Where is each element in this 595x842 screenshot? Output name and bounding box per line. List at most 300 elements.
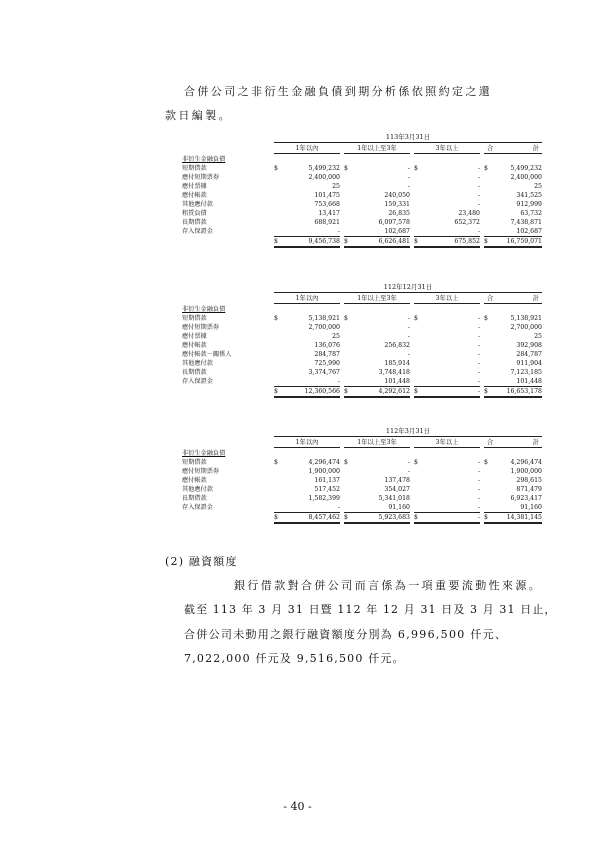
- table-cell: [414, 324, 480, 332]
- cell-value: 1,900,000: [510, 468, 542, 475]
- table-row: [182, 468, 542, 476]
- financing-line-3: 合併公司未動用之銀行融資額度分別為 6,996,500 仟元、: [184, 628, 508, 641]
- table-cell: [414, 477, 480, 485]
- table-cell: [344, 165, 410, 173]
- row-label: 長期借款: [182, 369, 207, 376]
- financing-line-4: 7,022,000 仟元及 9,516,500 仟元。: [184, 652, 405, 665]
- cell-value: -: [477, 324, 480, 331]
- table-cell: [344, 324, 410, 332]
- table-cell: [484, 495, 542, 503]
- cell-value: -: [337, 504, 340, 511]
- cell-value: 2,700,000: [308, 324, 340, 331]
- table-cell: [484, 504, 542, 513]
- cell-value: 675,852: [454, 238, 480, 245]
- cell-value: 354,027: [384, 486, 410, 493]
- table-row: [182, 342, 542, 350]
- table-cell: [274, 514, 340, 524]
- table-cell: [484, 388, 542, 398]
- maturity-table: [182, 133, 542, 273]
- cell-value: 2,400,000: [308, 174, 340, 181]
- cell-value: -: [407, 183, 410, 190]
- cell-value: 101,448: [516, 378, 542, 385]
- cell-value: -: [477, 504, 480, 511]
- table-row: [182, 324, 542, 332]
- currency-symbol: $: [414, 514, 418, 521]
- table-cell: [274, 201, 340, 209]
- cell-value: 753,668: [314, 201, 340, 208]
- table-cell: [414, 183, 480, 191]
- table-cell: [484, 165, 542, 173]
- table-cell: [344, 192, 410, 200]
- table-cell: [274, 210, 340, 218]
- currency-symbol: $: [414, 459, 418, 466]
- table-cell: [344, 333, 410, 341]
- section-label: 非衍生金融負債: [182, 450, 226, 457]
- cell-value: 3,374,767: [308, 369, 340, 376]
- intro-line-1: 合併公司之非衍生金融負債到期分析係依照約定之還: [184, 85, 493, 98]
- cell-value: 25: [332, 333, 340, 340]
- cell-value: 5,138,921: [308, 315, 340, 322]
- table-cell: [344, 174, 410, 182]
- row-label: 短期借款: [182, 315, 207, 322]
- column-header: 合 計: [484, 438, 542, 448]
- table-cell: [344, 342, 410, 350]
- table-cell: [414, 210, 480, 218]
- table-row: [182, 315, 542, 323]
- row-label: 應付短期票券: [182, 174, 220, 181]
- financing-line-2: 截至 113 年 3 月 31 日暨 112 年 12 月 31 日及 3 月 31 日止，: [184, 603, 557, 616]
- currency-symbol: $: [344, 514, 348, 521]
- cell-value: -: [407, 315, 410, 322]
- table-cell: [274, 477, 340, 485]
- cell-value: -: [407, 174, 410, 181]
- cell-value: -: [477, 514, 480, 521]
- column-header: 3年以上: [414, 144, 480, 154]
- cell-value: 4,292,612: [378, 388, 410, 395]
- cell-value: 16,759,071: [506, 238, 542, 245]
- table-cell: [344, 495, 410, 503]
- cell-value: 14,381,145: [506, 514, 542, 521]
- row-label: 存入保證金: [182, 504, 213, 511]
- cell-value: 185,914: [384, 360, 410, 367]
- table-period-header: 113年3月31日: [274, 133, 542, 143]
- table-cell: [344, 210, 410, 218]
- table-cell: [344, 351, 410, 359]
- table-cell: [484, 468, 542, 476]
- cell-value: 26,835: [388, 210, 410, 217]
- cell-value: -: [407, 324, 410, 331]
- cell-value: -: [477, 495, 480, 502]
- table-row: [182, 333, 542, 341]
- row-label: 應付帳款: [182, 477, 207, 484]
- total-row: [182, 238, 542, 246]
- cell-value: 256,832: [384, 342, 410, 349]
- cell-value: 284,787: [516, 351, 542, 358]
- cell-value: -: [477, 378, 480, 385]
- currency-symbol: $: [484, 514, 488, 521]
- page-number: - 40 -: [283, 800, 312, 813]
- table-cell: [414, 219, 480, 227]
- row-label: 其他應付款: [182, 201, 213, 208]
- table-row: [182, 165, 542, 173]
- currency-symbol: $: [484, 238, 488, 245]
- table-row: [182, 369, 542, 377]
- financing-section-title: (2) 融資額度: [165, 555, 238, 568]
- currency-symbol: $: [274, 165, 278, 172]
- cell-value: 5,499,232: [510, 165, 542, 172]
- row-label: 應付短期票券: [182, 468, 220, 475]
- table-row: [182, 228, 542, 236]
- table-cell: [484, 477, 542, 485]
- table-cell: [414, 459, 480, 467]
- cell-value: 161,137: [314, 477, 340, 484]
- cell-value: 284,787: [314, 351, 340, 358]
- table-cell: [344, 360, 410, 368]
- total-row: [182, 514, 542, 522]
- table-period-header: 112年3月31日: [274, 427, 542, 437]
- row-label: 應付帳款: [182, 192, 207, 199]
- table-column-headers: [182, 144, 542, 153]
- table-cell: [274, 238, 340, 248]
- cell-value: -: [477, 369, 480, 376]
- cell-value: 2,400,000: [510, 174, 542, 181]
- row-label: 存入保證金: [182, 228, 213, 235]
- table-column-headers: [182, 294, 542, 303]
- table-cell: [344, 468, 410, 476]
- table-cell: [344, 486, 410, 494]
- row-label: 應付票據: [182, 333, 207, 340]
- cell-value: 91,160: [388, 504, 410, 511]
- maturity-table: [182, 427, 542, 567]
- cell-value: 5,138,921: [510, 315, 542, 322]
- currency-symbol: $: [484, 459, 488, 466]
- cell-value: 25: [534, 333, 542, 340]
- table-cell: [484, 219, 542, 227]
- table-cell: [414, 174, 480, 182]
- row-label: 租賃負債: [182, 210, 207, 217]
- row-label: 短期借款: [182, 459, 207, 466]
- cell-value: -: [407, 459, 410, 466]
- table-cell: [274, 219, 340, 227]
- currency-symbol: $: [274, 514, 278, 521]
- table-cell: [414, 165, 480, 173]
- currency-symbol: $: [274, 388, 278, 395]
- table-cell: [414, 504, 480, 513]
- cell-value: 652,372: [454, 219, 480, 226]
- table-cell: [344, 183, 410, 191]
- row-label: 其他應付款: [182, 486, 213, 493]
- cell-value: 2,700,000: [510, 324, 542, 331]
- cell-value: 725,990: [314, 360, 340, 367]
- cell-value: -: [477, 165, 480, 172]
- table-cell: [274, 495, 340, 503]
- table-row: [182, 351, 542, 359]
- currency-symbol: $: [344, 238, 348, 245]
- table-cell: [274, 360, 340, 368]
- table-cell: [414, 201, 480, 209]
- cell-value: 136,076: [314, 342, 340, 349]
- table-cell: [484, 514, 542, 524]
- cell-value: 25: [534, 183, 542, 190]
- cell-value: 101,475: [314, 192, 340, 199]
- cell-value: 341,525: [516, 192, 542, 199]
- cell-value: 4,296,474: [510, 459, 542, 466]
- table-row: [182, 201, 542, 209]
- cell-value: -: [477, 192, 480, 199]
- cell-value: 298,615: [516, 477, 542, 484]
- cell-value: -: [477, 228, 480, 235]
- table-cell: [484, 201, 542, 209]
- table-cell: [274, 165, 340, 173]
- column-header: 1年以內: [274, 438, 340, 448]
- column-header: 1年以上至3年: [344, 144, 410, 154]
- intro-line-2: 款日編製。: [165, 109, 232, 122]
- cell-value: -: [477, 388, 480, 395]
- row-label: 應付帳款: [182, 342, 207, 349]
- row-label: 應付帳款－關係人: [182, 351, 232, 358]
- cell-value: 4,296,474: [308, 459, 340, 466]
- table-cell: [484, 333, 542, 341]
- cell-value: 3,748,418: [378, 369, 410, 376]
- currency-symbol: $: [414, 238, 418, 245]
- cell-value: 159,331: [384, 201, 410, 208]
- cell-value: 688,921: [314, 219, 340, 226]
- table-cell: [484, 486, 542, 494]
- table-cell: [484, 238, 542, 248]
- table-cell: [274, 369, 340, 377]
- table-cell: [414, 369, 480, 377]
- cell-value: -: [337, 378, 340, 385]
- column-header: 3年以上: [414, 294, 480, 304]
- table-cell: [484, 459, 542, 467]
- table-row: [182, 183, 542, 191]
- cell-value: -: [407, 468, 410, 475]
- cell-value: 6,923,417: [510, 495, 542, 502]
- table-cell: [344, 228, 410, 237]
- cell-value: 23,480: [458, 210, 480, 217]
- cell-value: 912,999: [516, 201, 542, 208]
- cell-value: 5,923,683: [378, 514, 410, 521]
- cell-value: -: [477, 333, 480, 340]
- cell-value: -: [407, 351, 410, 358]
- table-cell: [414, 315, 480, 323]
- table-cell: [274, 174, 340, 182]
- row-label: 長期借款: [182, 219, 207, 226]
- currency-symbol: $: [344, 165, 348, 172]
- cell-value: 101,448: [384, 378, 410, 385]
- cell-value: 5,341,018: [378, 495, 410, 502]
- table-cell: [274, 342, 340, 350]
- table-cell: [274, 388, 340, 398]
- table-cell: [274, 459, 340, 467]
- maturity-table: [182, 283, 542, 423]
- table-cell: [274, 192, 340, 200]
- cell-value: 102,687: [516, 228, 542, 235]
- table-cell: [414, 468, 480, 476]
- table-cell: [484, 351, 542, 359]
- table-cell: [484, 228, 542, 237]
- cell-value: 1,582,399: [308, 495, 340, 502]
- table-cell: [414, 360, 480, 368]
- cell-value: -: [477, 486, 480, 493]
- cell-value: -: [407, 165, 410, 172]
- table-row: [182, 486, 542, 494]
- table-cell: [484, 324, 542, 332]
- table-row: [182, 378, 542, 386]
- cell-value: 5,499,232: [308, 165, 340, 172]
- table-cell: [344, 477, 410, 485]
- cell-value: -: [477, 360, 480, 367]
- table-cell: [484, 174, 542, 182]
- table-cell: [484, 183, 542, 191]
- cell-value: -: [477, 468, 480, 475]
- currency-symbol: $: [344, 459, 348, 466]
- table-cell: [344, 378, 410, 387]
- table-cell: [274, 468, 340, 476]
- table-row: [182, 210, 542, 218]
- cell-value: -: [477, 315, 480, 322]
- cell-value: 392,908: [516, 342, 542, 349]
- cell-value: -: [477, 351, 480, 358]
- table-row: [182, 459, 542, 467]
- cell-value: 871,479: [516, 486, 542, 493]
- column-header: 1年以內: [274, 144, 340, 154]
- table-cell: [414, 238, 480, 248]
- column-header: 合 計: [484, 294, 542, 304]
- table-cell: [414, 378, 480, 387]
- table-row: [182, 192, 542, 200]
- table-cell: [484, 378, 542, 387]
- table-row: [182, 174, 542, 182]
- cell-value: 25: [332, 183, 340, 190]
- cell-value: 63,732: [520, 210, 542, 217]
- row-label: 應付票據: [182, 183, 207, 190]
- table-cell: [274, 183, 340, 191]
- table-column-headers: [182, 438, 542, 447]
- table-cell: [414, 192, 480, 200]
- cell-value: 6,626,481: [378, 238, 410, 245]
- column-header: 3年以上: [414, 438, 480, 448]
- table-cell: [414, 333, 480, 341]
- cell-value: 240,050: [384, 192, 410, 199]
- currency-symbol: $: [414, 315, 418, 322]
- cell-value: 13,417: [318, 210, 340, 217]
- currency-symbol: $: [414, 165, 418, 172]
- cell-value: 8,457,462: [308, 514, 340, 521]
- currency-symbol: $: [344, 388, 348, 395]
- cell-value: 7,438,871: [510, 219, 542, 226]
- table-cell: [484, 360, 542, 368]
- currency-symbol: $: [274, 315, 278, 322]
- section-label: 非衍生金融負債: [182, 306, 226, 313]
- row-label: 存入保證金: [182, 378, 213, 385]
- section-label: 非衍生金融負債: [182, 156, 226, 163]
- table-period-header: 112年12月31日: [274, 283, 542, 293]
- table-cell: [344, 388, 410, 398]
- cell-value: 9,456,738: [308, 238, 340, 245]
- table-row: [182, 477, 542, 485]
- currency-symbol: $: [484, 388, 488, 395]
- cell-value: 91,160: [520, 504, 542, 511]
- table-cell: [274, 333, 340, 341]
- table-cell: [274, 324, 340, 332]
- cell-value: -: [337, 228, 340, 235]
- table-cell: [344, 238, 410, 248]
- cell-value: 16,653,178: [506, 388, 542, 395]
- table-cell: [344, 369, 410, 377]
- currency-symbol: $: [414, 388, 418, 395]
- table-cell: [414, 342, 480, 350]
- cell-value: 102,687: [384, 228, 410, 235]
- table-cell: [344, 504, 410, 513]
- table-cell: [484, 210, 542, 218]
- table-cell: [274, 504, 340, 513]
- table-cell: [344, 459, 410, 467]
- table-cell: [344, 315, 410, 323]
- table-row: [182, 495, 542, 503]
- cell-value: -: [477, 174, 480, 181]
- table-cell: [344, 201, 410, 209]
- table-cell: [344, 514, 410, 524]
- table-cell: [274, 486, 340, 494]
- cell-value: -: [407, 333, 410, 340]
- cell-value: -: [477, 183, 480, 190]
- cell-value: -: [477, 342, 480, 349]
- column-header: 1年以上至3年: [344, 438, 410, 448]
- total-row: [182, 388, 542, 396]
- table-cell: [414, 388, 480, 398]
- table-cell: [484, 342, 542, 350]
- table-cell: [274, 351, 340, 359]
- table-cell: [484, 315, 542, 323]
- table-cell: [274, 315, 340, 323]
- table-row: [182, 504, 542, 512]
- cell-value: 911,904: [516, 360, 542, 367]
- cell-value: 1,900,000: [308, 468, 340, 475]
- cell-value: 7,123,185: [510, 369, 542, 376]
- currency-symbol: $: [274, 238, 278, 245]
- table-cell: [414, 514, 480, 524]
- table-cell: [274, 228, 340, 237]
- table-row: [182, 219, 542, 227]
- table-cell: [274, 378, 340, 387]
- column-header: 1年以內: [274, 294, 340, 304]
- column-header: 合 計: [484, 144, 542, 154]
- financing-line-1: 銀行借款對合併公司而言係為一項重要流動性來源。: [234, 579, 543, 592]
- cell-value: 6,097,578: [378, 219, 410, 226]
- currency-symbol: $: [344, 315, 348, 322]
- cell-value: 517,452: [314, 486, 340, 493]
- table-cell: [484, 192, 542, 200]
- cell-value: 12,360,566: [304, 388, 340, 395]
- cell-value: -: [477, 201, 480, 208]
- cell-value: -: [477, 459, 480, 466]
- row-label: 應付短期票券: [182, 324, 220, 331]
- table-cell: [414, 495, 480, 503]
- table-cell: [414, 486, 480, 494]
- table-cell: [344, 219, 410, 227]
- currency-symbol: $: [484, 315, 488, 322]
- row-label: 短期借款: [182, 165, 207, 172]
- table-cell: [414, 228, 480, 237]
- cell-value: 137,478: [384, 477, 410, 484]
- table-cell: [414, 351, 480, 359]
- row-label: 長期借款: [182, 495, 207, 502]
- table-cell: [484, 369, 542, 377]
- table-row: [182, 360, 542, 368]
- currency-symbol: $: [484, 165, 488, 172]
- row-label: 其他應付款: [182, 360, 213, 367]
